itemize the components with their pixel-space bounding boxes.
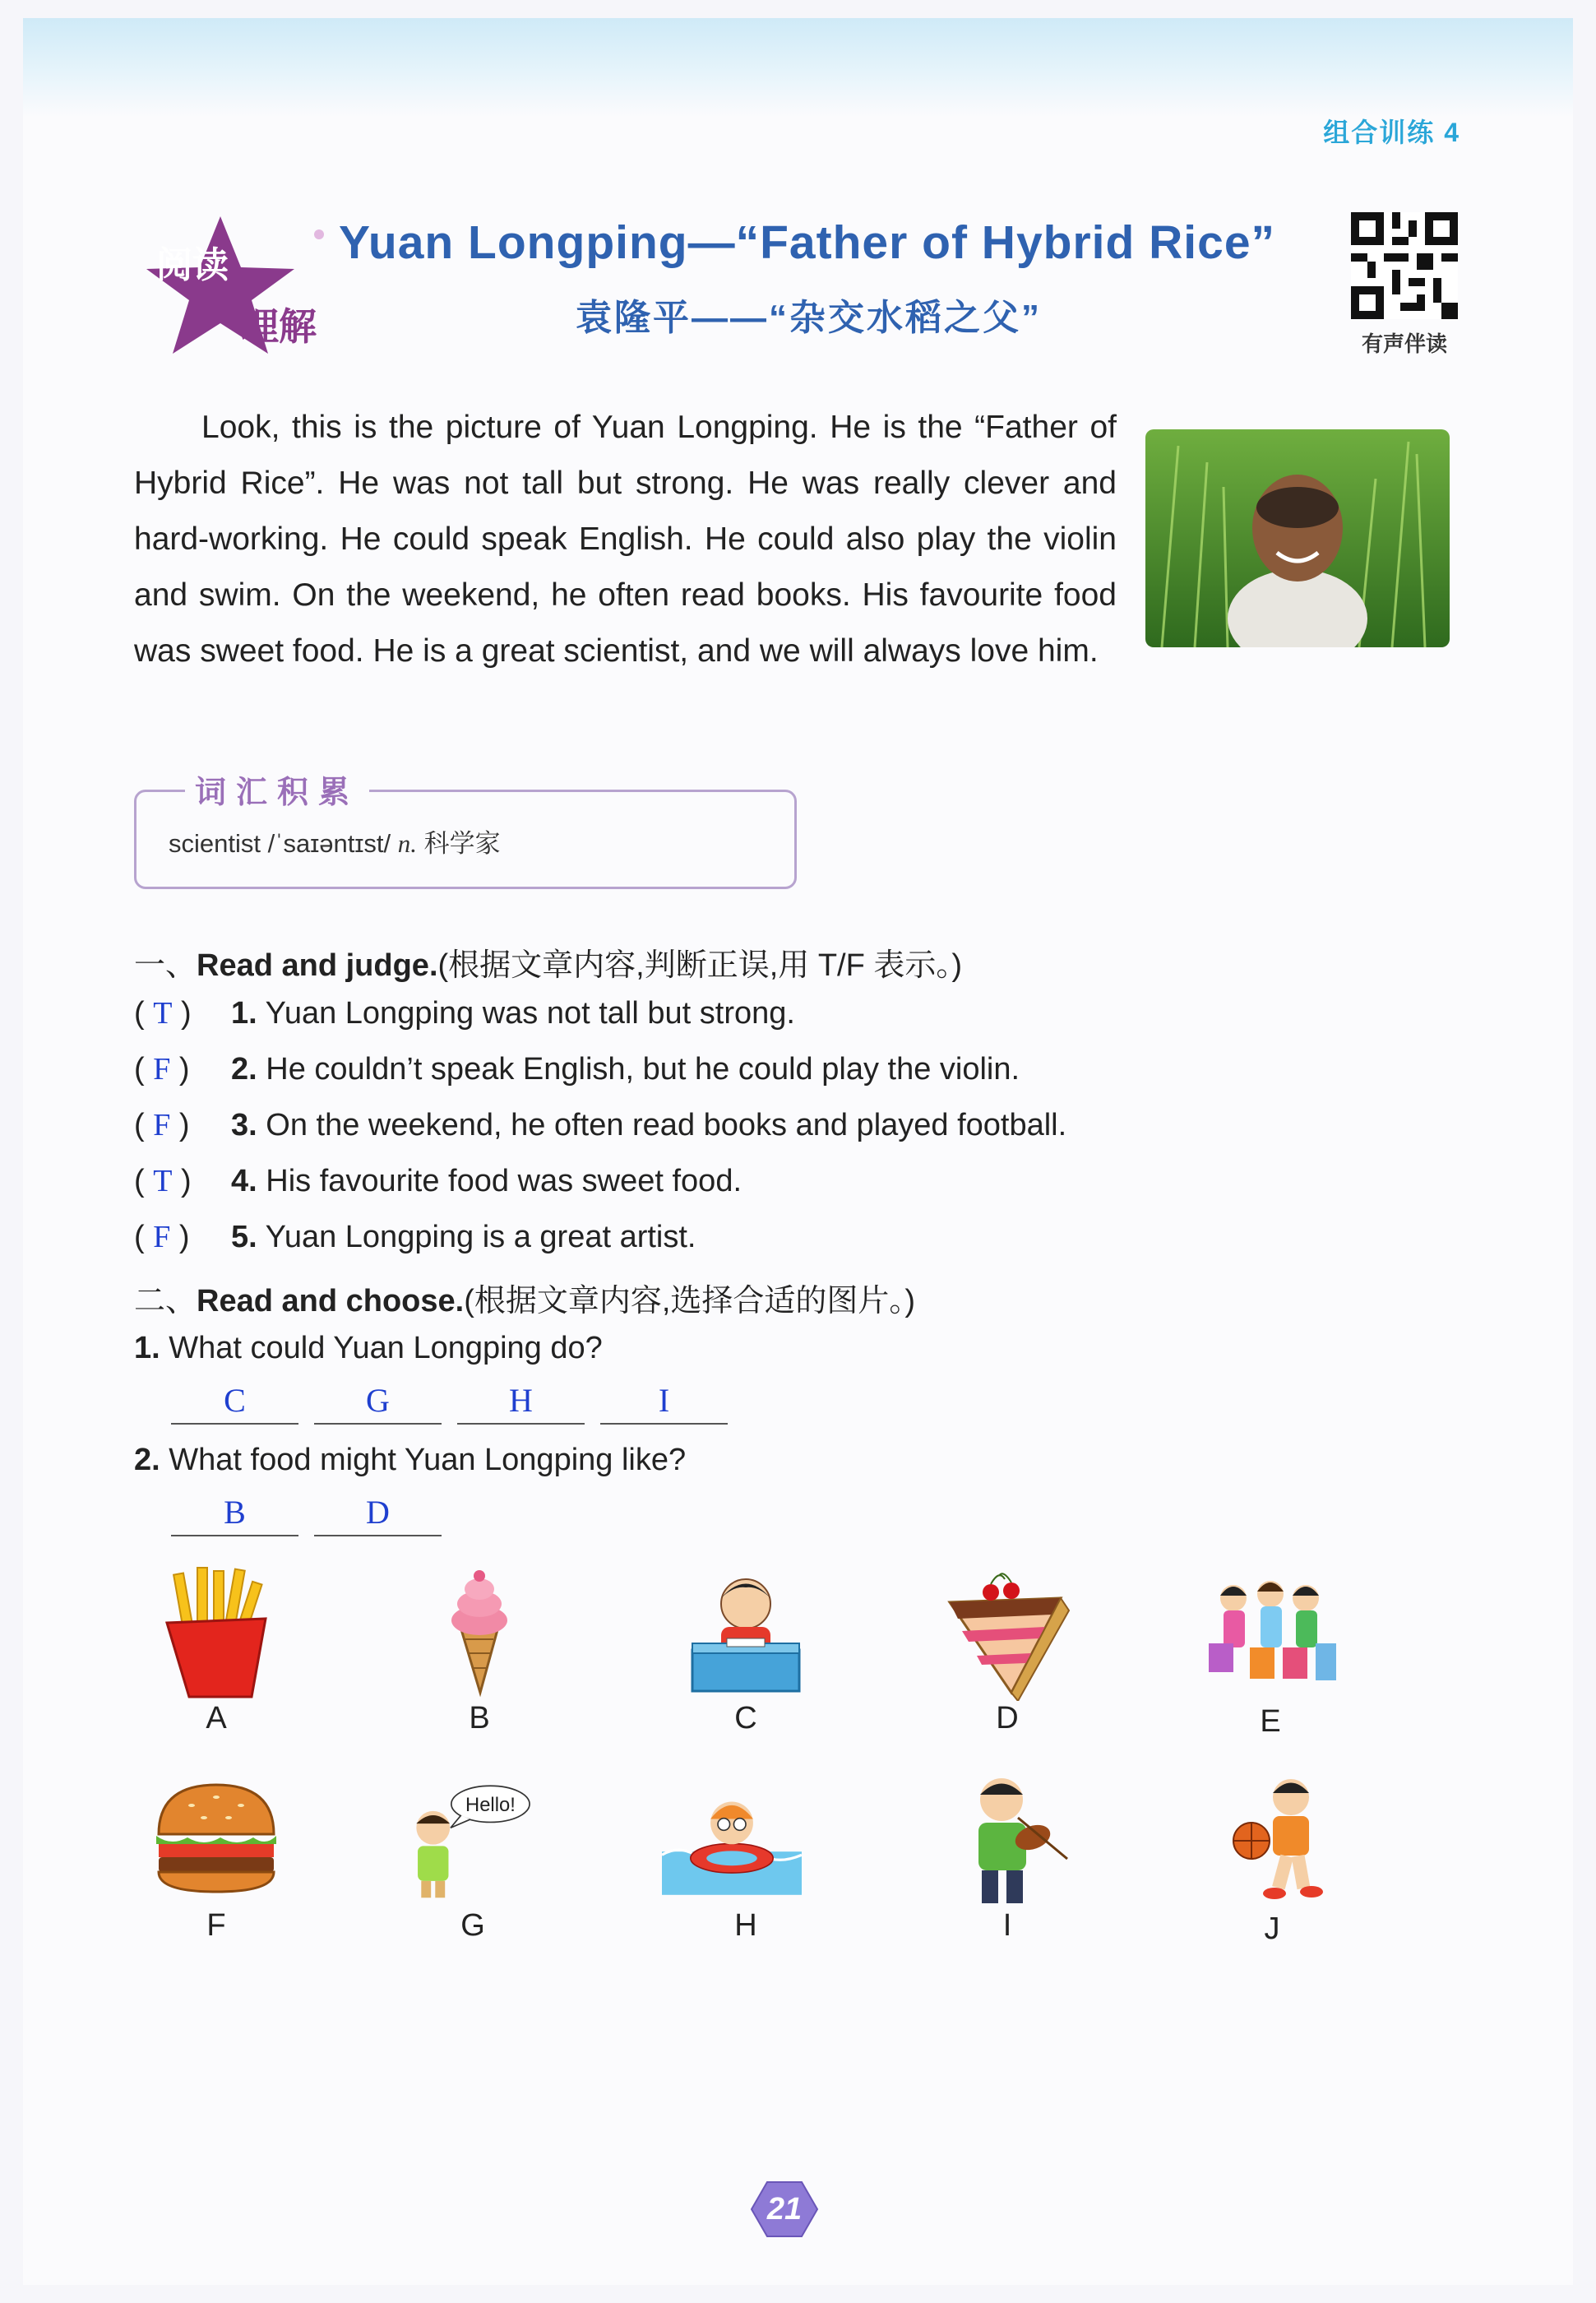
vocabulary-entry: [169, 822, 501, 860]
picture-label-c: C: [734, 1701, 757, 1735]
q1-blank-2[interactable]: G: [314, 1382, 442, 1425]
choose-question-2: 2. What food might Yuan Longping like?: [134, 1443, 687, 1477]
vocabulary-title: 词汇积累: [185, 767, 369, 812]
section1-title: Read and judge.: [197, 948, 438, 983]
answer-4[interactable]: T: [153, 1164, 173, 1198]
title-english: Yuan Longping—“Father of Hybrid Rice”: [339, 216, 1276, 269]
picture-label-f: F: [206, 1908, 226, 1943]
answer-1[interactable]: T: [153, 996, 173, 1031]
title-chinese: 袁隆平——“杂交水稻之父”: [576, 298, 1042, 338]
header-band: [23, 18, 1573, 117]
vocab-pos: n.: [397, 829, 418, 858]
judge-item-5: ( F ) 5. Yuan Longping is a great artist.: [134, 1220, 696, 1254]
answer-2[interactable]: F: [153, 1052, 171, 1087]
cake-icon: [937, 1561, 1077, 1701]
picture-label-e: E: [1260, 1704, 1281, 1739]
q1-blank-4[interactable]: I: [600, 1382, 728, 1425]
picture-label-j: J: [1264, 1911, 1280, 1946]
section1-instruction: (根据文章内容,判断正误,用 T/F 表示。): [437, 948, 963, 983]
page-number: [750, 2180, 819, 2238]
q1-blank-3[interactable]: H: [457, 1382, 585, 1425]
choose-question-1: 1. What could Yuan Longping do?: [134, 1331, 603, 1365]
speech-bubble-text: Hello!: [465, 1793, 516, 1816]
judge-item-3: ( F ) 3. On the weekend, he often read books and played football.: [134, 1108, 1067, 1142]
judge-item-1: ( T ) 1. Yuan Longping was not tall but strong.: [134, 996, 795, 1031]
vocab-meaning: 科学家: [423, 829, 501, 858]
hamburger-icon: [146, 1768, 286, 1908]
answer-5[interactable]: F: [153, 1220, 171, 1254]
swimmer-icon: [662, 1768, 802, 1908]
ice-cream-icon: [409, 1561, 549, 1701]
french-fries-icon: [146, 1561, 286, 1701]
shopping-girls-icon: [1200, 1561, 1340, 1701]
yuan-longping-photo: [1145, 429, 1450, 647]
page-number-text: 21: [766, 2192, 803, 2227]
violin-player-icon: [936, 1768, 1076, 1908]
section2-heading: 二、Read and choose.(根据文章内容,选择合适的图片。): [134, 1284, 916, 1318]
picture-label-d: D: [996, 1701, 1019, 1735]
picture-label-b: B: [469, 1701, 490, 1735]
judge-item-4: ( T ) 4. His favourite food was sweet food.: [134, 1164, 742, 1198]
picture-label-g: G: [460, 1908, 485, 1943]
reading-badge: [130, 210, 352, 358]
reading-passage: [134, 400, 1117, 679]
picture-label-a: A: [206, 1701, 227, 1735]
vocab-word: scientist /ˈsaɪəntɪst/: [169, 829, 391, 858]
badge-line2: 理解: [241, 304, 317, 349]
q2-blank-1[interactable]: B: [171, 1494, 298, 1536]
basketball-player-icon: [1209, 1768, 1349, 1908]
section1-heading: 一、Read and judge.(根据文章内容,判断正误,用 T/F 表示。): [134, 948, 963, 983]
answer-3[interactable]: F: [153, 1108, 171, 1142]
passage-text: Look, this is the picture of Yuan Longping. He is the “Father of Hybrid Rice”. He was not tall but strong. He was really clever and hard-working. He could speak English. He could also play the violin and swim. On the weekend, he often read books. His favourite food was sweet food. He is a great scientist, and we will always love him.: [134, 410, 1117, 669]
badge-line1: 阅读: [156, 244, 229, 286]
q2-blank-2[interactable]: D: [314, 1494, 442, 1536]
qr-label: 有声伴读: [1361, 331, 1447, 356]
q1-blank-1[interactable]: C: [171, 1382, 298, 1425]
unit-label: 组合训练 4: [1323, 118, 1460, 147]
section2-title: Read and choose.: [197, 1284, 465, 1318]
qr-code-icon[interactable]: [1351, 212, 1458, 319]
section2-instruction: (根据文章内容,选择合适的图片。): [464, 1284, 916, 1318]
picture-label-h: H: [734, 1908, 757, 1943]
picture-label-i: I: [1002, 1908, 1012, 1943]
boy-reading-icon: [676, 1561, 816, 1701]
boy-saying-hello-icon: [395, 1768, 534, 1908]
judge-item-2: ( F ) 2. He couldn’t speak English, but he could play the violin.: [134, 1052, 1020, 1087]
